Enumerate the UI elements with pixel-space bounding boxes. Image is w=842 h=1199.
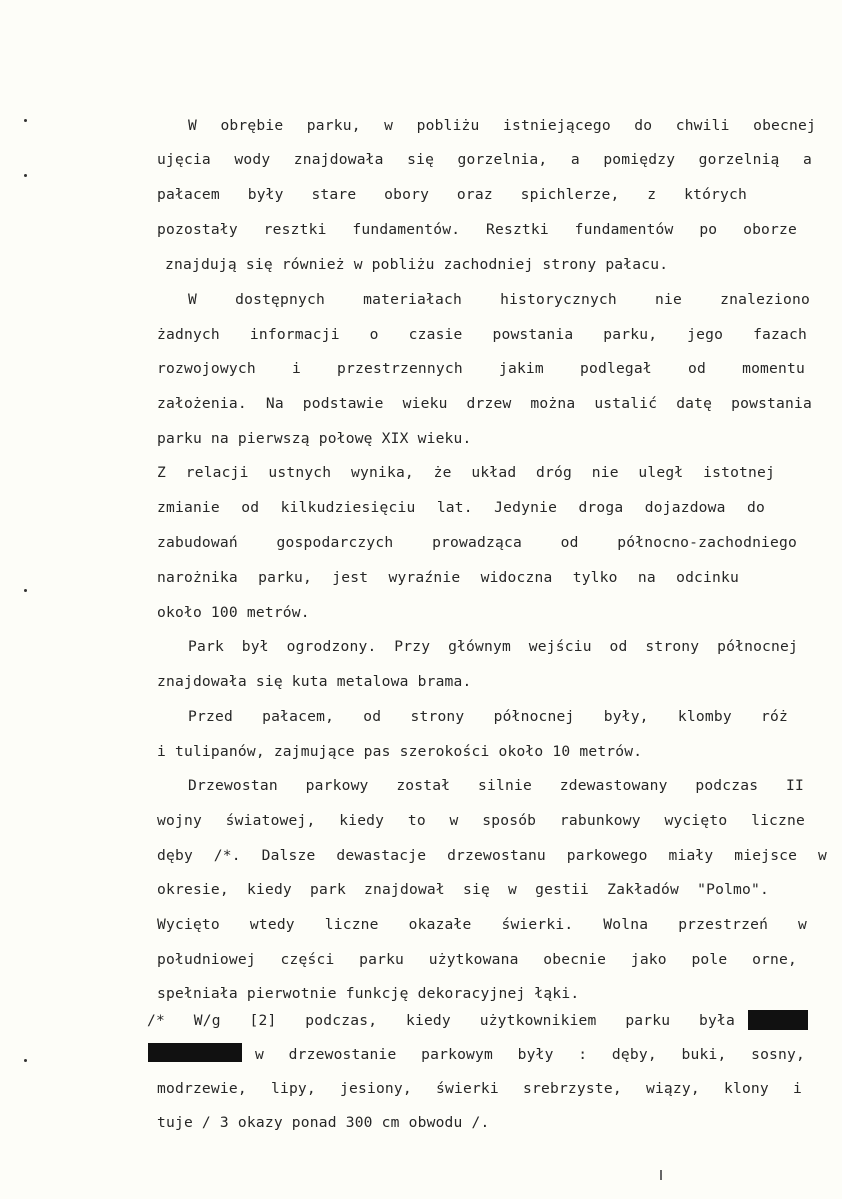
- text-line: założenia. Na podstawie wieku drzew można ustalić datę powstania: [157, 395, 812, 412]
- text-line: pozostały resztki fundamentów. Resztki fundamentów po oborze: [157, 221, 797, 238]
- text-line: parku na pierwszą połowę XIX wieku.: [157, 430, 472, 447]
- text-line: znajdowała się kuta metalowa brama.: [157, 673, 472, 690]
- margin-mark: [24, 119, 27, 122]
- text-line: ujęcia wody znajdowała się gorzelnia, a pomiędzy gorzelnią a: [157, 151, 812, 168]
- text-line: rozwojowych i przestrzennych jakim podlegał od momentu: [157, 360, 805, 377]
- text-line: zmianie od kilkudziesięciu lat. Jedynie droga dojazdowa do: [157, 499, 765, 516]
- text-line: Wycięto wtedy liczne okazałe świerki. Wolna przestrzeń w: [157, 916, 807, 933]
- text-line: narożnika parku, jest wyraźnie widoczna tylko na odcinku: [157, 569, 739, 586]
- text-line: W dostępnych materiałach historycznych nie znaleziono: [188, 291, 810, 308]
- footnote-line: /* W/g [2] podczas, kiedy użytkownikiem parku była: [147, 1012, 735, 1029]
- text-line: dęby /*. Dalsze dewastacje drzewostanu parkowego miały miejsce w: [157, 847, 827, 864]
- text-line: Z relacji ustnych wynika, że układ dróg nie uległ istotnej: [157, 464, 775, 481]
- text-line: Park był ogrodzony. Przy głównym wejściu od strony północnej: [188, 638, 798, 655]
- text-line: południowej części parku użytkowana obecnie jako pole orne,: [157, 951, 797, 968]
- margin-mark: [24, 174, 27, 177]
- text-line: wojny światowej, kiedy to w sposób rabunkowy wycięto liczne: [157, 812, 805, 829]
- margin-mark: [24, 1059, 27, 1062]
- text-line: znajdują się również w pobliżu zachodniej strony pałacu.: [165, 256, 669, 273]
- text-line: pałacem były stare obory oraz spichlerze, z których: [157, 186, 747, 203]
- margin-mark: [24, 589, 27, 592]
- footnote-line: tuje / 3 okazy ponad 300 cm obwodu /.: [157, 1114, 490, 1131]
- text-line: okresie, kiedy park znajdował się w gestii Zakładów "Polmo".: [157, 881, 769, 898]
- text-line: i tulipanów, zajmujące pas szerokości około 10 metrów.: [157, 743, 643, 760]
- text-line: żadnych informacji o czasie powstania parku, jego fazach: [157, 326, 807, 343]
- text-line: zabudowań gospodarczych prowadząca od północno-zachodniego: [157, 534, 797, 551]
- text-line: około 100 metrów.: [157, 604, 310, 621]
- margin-mark: [660, 1170, 662, 1180]
- footnote-line: w drzewostanie parkowym były : dęby, buki, sosny,: [255, 1046, 805, 1063]
- footnote-line: modrzewie, lipy, jesiony, świerki srebrzyste, wiązy, klony i: [157, 1080, 802, 1097]
- text-line: Drzewostan parkowy został silnie zdewastowany podczas II: [188, 777, 804, 794]
- text-line: Przed pałacem, od strony północnej były, klomby róż: [188, 708, 788, 725]
- redaction-bar: [748, 1010, 808, 1030]
- redaction-bar: [148, 1043, 242, 1062]
- text-line: spełniała pierwotnie funkcję dekoracyjnej łąki.: [157, 985, 580, 1002]
- text-line: W obrębie parku, w pobliżu istniejącego do chwili obecnej: [188, 117, 816, 134]
